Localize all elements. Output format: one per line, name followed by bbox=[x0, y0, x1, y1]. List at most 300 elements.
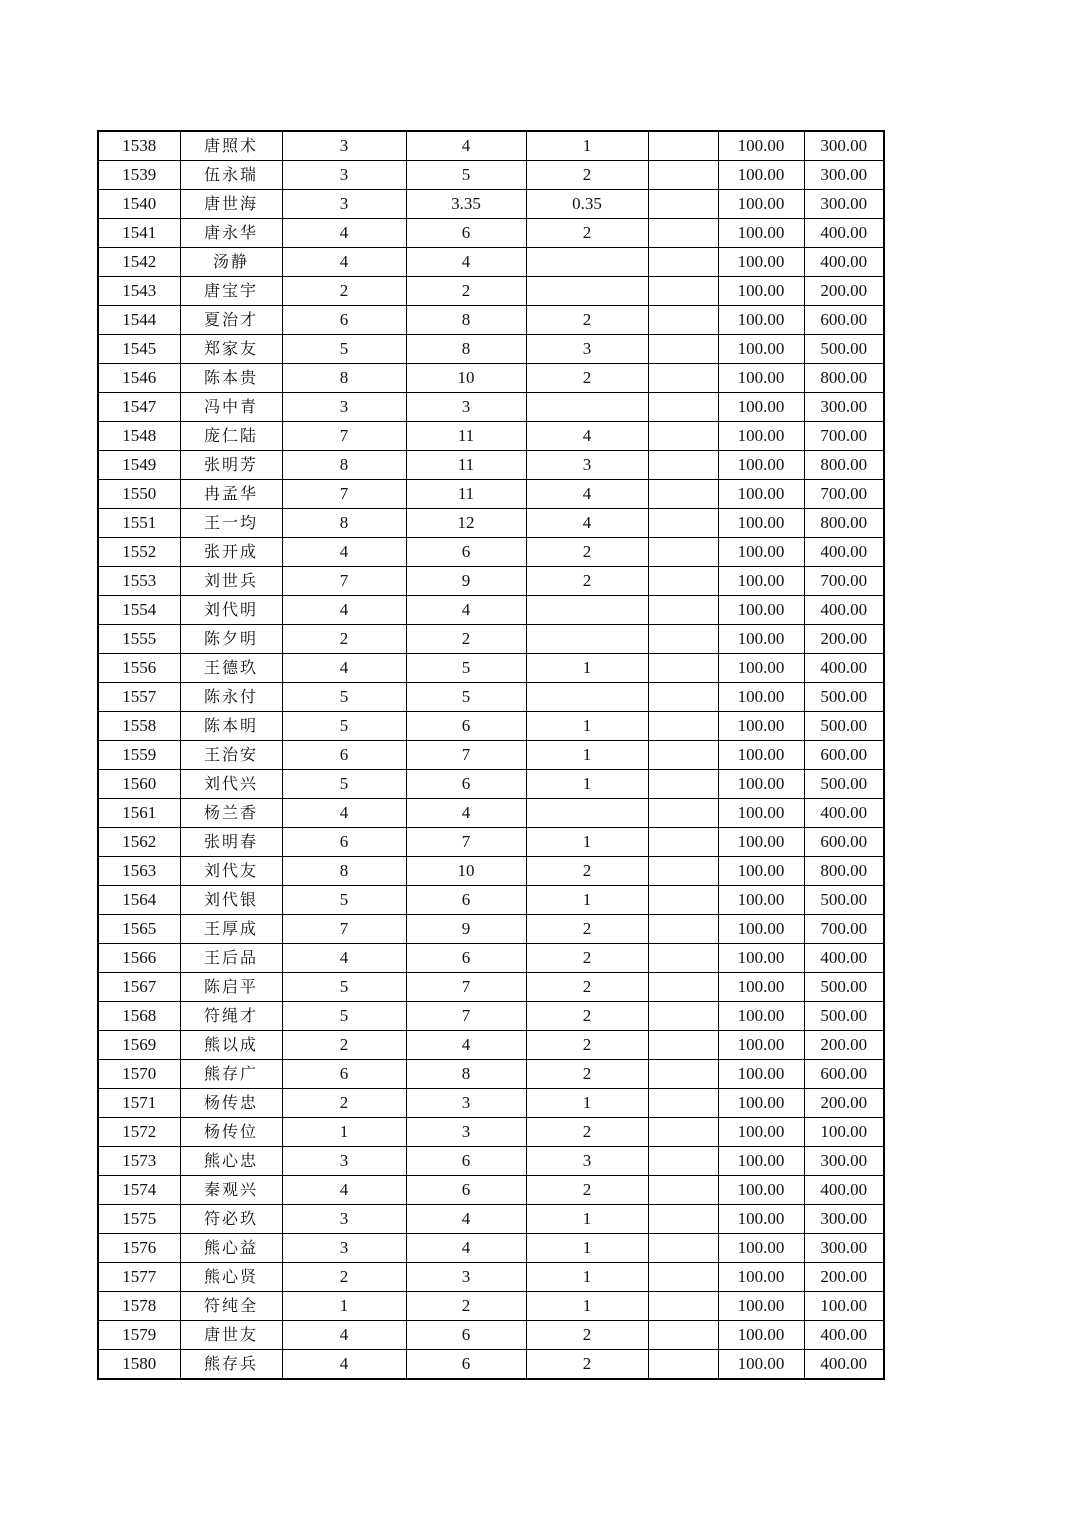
value-a-cell: 4 bbox=[282, 799, 406, 828]
amount-cell: 500.00 bbox=[804, 335, 884, 364]
value-a-cell: 6 bbox=[282, 306, 406, 335]
value-c-cell: 2 bbox=[526, 1031, 648, 1060]
row-number-cell: 1547 bbox=[98, 393, 180, 422]
unit-price-cell: 100.00 bbox=[718, 422, 804, 451]
row-number-cell: 1579 bbox=[98, 1321, 180, 1350]
value-b-cell: 9 bbox=[406, 567, 526, 596]
blank-cell bbox=[648, 683, 718, 712]
amount-cell: 700.00 bbox=[804, 422, 884, 451]
row-number-cell: 1543 bbox=[98, 277, 180, 306]
value-a-cell: 6 bbox=[282, 1060, 406, 1089]
value-a-cell: 5 bbox=[282, 770, 406, 799]
blank-cell bbox=[648, 1031, 718, 1060]
value-a-cell: 7 bbox=[282, 422, 406, 451]
unit-price-cell: 100.00 bbox=[718, 567, 804, 596]
table-row bbox=[98, 683, 884, 712]
unit-price-cell: 100.00 bbox=[718, 1002, 804, 1031]
amount-cell: 400.00 bbox=[804, 1321, 884, 1350]
amount-cell: 600.00 bbox=[804, 741, 884, 770]
name-cell: 王治安 bbox=[180, 741, 282, 770]
value-b-cell: 4 bbox=[406, 1234, 526, 1263]
name-cell: 陈本明 bbox=[180, 712, 282, 741]
table-row bbox=[98, 741, 884, 770]
unit-price-cell: 100.00 bbox=[718, 712, 804, 741]
name-cell: 熊心贤 bbox=[180, 1263, 282, 1292]
value-c-cell: 2 bbox=[526, 1176, 648, 1205]
table-row bbox=[98, 538, 884, 567]
amount-cell: 400.00 bbox=[804, 596, 884, 625]
value-b-cell: 9 bbox=[406, 915, 526, 944]
blank-cell bbox=[648, 886, 718, 915]
value-c-cell: 1 bbox=[526, 1263, 648, 1292]
amount-cell: 800.00 bbox=[804, 364, 884, 393]
amount-cell: 800.00 bbox=[804, 509, 884, 538]
value-c-cell: 3 bbox=[526, 1147, 648, 1176]
value-a-cell: 7 bbox=[282, 567, 406, 596]
blank-cell bbox=[648, 1321, 718, 1350]
value-b-cell: 4 bbox=[406, 131, 526, 161]
value-c-cell: 1 bbox=[526, 1234, 648, 1263]
row-number-cell: 1553 bbox=[98, 567, 180, 596]
row-number-cell: 1559 bbox=[98, 741, 180, 770]
value-a-cell: 1 bbox=[282, 1292, 406, 1321]
value-b-cell: 2 bbox=[406, 625, 526, 654]
row-number-cell: 1551 bbox=[98, 509, 180, 538]
value-a-cell: 6 bbox=[282, 828, 406, 857]
blank-cell bbox=[648, 828, 718, 857]
unit-price-cell: 100.00 bbox=[718, 683, 804, 712]
value-c-cell: 2 bbox=[526, 944, 648, 973]
table-row bbox=[98, 393, 884, 422]
name-cell: 庞仁陆 bbox=[180, 422, 282, 451]
value-a-cell: 4 bbox=[282, 219, 406, 248]
amount-cell: 300.00 bbox=[804, 1205, 884, 1234]
table-row bbox=[98, 886, 884, 915]
table-row bbox=[98, 1321, 884, 1350]
value-b-cell: 2 bbox=[406, 1292, 526, 1321]
table-row bbox=[98, 973, 884, 1002]
row-number-cell: 1578 bbox=[98, 1292, 180, 1321]
blank-cell bbox=[648, 306, 718, 335]
table-row bbox=[98, 480, 884, 509]
name-cell: 冯中青 bbox=[180, 393, 282, 422]
value-b-cell: 3 bbox=[406, 1263, 526, 1292]
amount-cell: 400.00 bbox=[804, 1176, 884, 1205]
unit-price-cell: 100.00 bbox=[718, 538, 804, 567]
unit-price-cell: 100.00 bbox=[718, 219, 804, 248]
value-a-cell: 3 bbox=[282, 190, 406, 219]
row-number-cell: 1556 bbox=[98, 654, 180, 683]
name-cell: 唐照术 bbox=[180, 131, 282, 161]
unit-price-cell: 100.00 bbox=[718, 1234, 804, 1263]
table-row bbox=[98, 1089, 884, 1118]
value-a-cell: 5 bbox=[282, 335, 406, 364]
unit-price-cell: 100.00 bbox=[718, 1350, 804, 1380]
blank-cell bbox=[648, 1176, 718, 1205]
value-b-cell: 3.35 bbox=[406, 190, 526, 219]
name-cell: 汤静 bbox=[180, 248, 282, 277]
table-row bbox=[98, 306, 884, 335]
blank-cell bbox=[648, 393, 718, 422]
name-cell: 唐世友 bbox=[180, 1321, 282, 1350]
value-b-cell: 8 bbox=[406, 306, 526, 335]
blank-cell bbox=[648, 277, 718, 306]
blank-cell bbox=[648, 219, 718, 248]
value-b-cell: 6 bbox=[406, 538, 526, 567]
value-c-cell: 2 bbox=[526, 1060, 648, 1089]
amount-cell: 800.00 bbox=[804, 451, 884, 480]
blank-cell bbox=[648, 538, 718, 567]
value-b-cell: 12 bbox=[406, 509, 526, 538]
value-a-cell: 8 bbox=[282, 364, 406, 393]
blank-cell bbox=[648, 480, 718, 509]
amount-cell: 500.00 bbox=[804, 683, 884, 712]
unit-price-cell: 100.00 bbox=[718, 654, 804, 683]
value-b-cell: 6 bbox=[406, 1321, 526, 1350]
blank-cell bbox=[648, 741, 718, 770]
table-row bbox=[98, 712, 884, 741]
unit-price-cell: 100.00 bbox=[718, 770, 804, 799]
name-cell: 秦观兴 bbox=[180, 1176, 282, 1205]
table-row bbox=[98, 1118, 884, 1147]
value-c-cell: 1 bbox=[526, 886, 648, 915]
name-cell: 唐宝宇 bbox=[180, 277, 282, 306]
blank-cell bbox=[648, 625, 718, 654]
amount-cell: 500.00 bbox=[804, 886, 884, 915]
value-a-cell: 2 bbox=[282, 1089, 406, 1118]
row-number-cell: 1541 bbox=[98, 219, 180, 248]
value-b-cell: 3 bbox=[406, 1118, 526, 1147]
table-row bbox=[98, 567, 884, 596]
value-c-cell: 2 bbox=[526, 1002, 648, 1031]
value-a-cell: 5 bbox=[282, 973, 406, 1002]
amount-cell: 200.00 bbox=[804, 277, 884, 306]
value-b-cell: 4 bbox=[406, 799, 526, 828]
value-c-cell: 1 bbox=[526, 712, 648, 741]
value-c-cell bbox=[526, 596, 648, 625]
row-number-cell: 1569 bbox=[98, 1031, 180, 1060]
table-row bbox=[98, 422, 884, 451]
row-number-cell: 1567 bbox=[98, 973, 180, 1002]
blank-cell bbox=[648, 567, 718, 596]
table-row bbox=[98, 828, 884, 857]
name-cell: 唐世海 bbox=[180, 190, 282, 219]
value-c-cell: 4 bbox=[526, 509, 648, 538]
row-number-cell: 1580 bbox=[98, 1350, 180, 1380]
blank-cell bbox=[648, 915, 718, 944]
amount-cell: 300.00 bbox=[804, 1234, 884, 1263]
unit-price-cell: 100.00 bbox=[718, 190, 804, 219]
row-number-cell: 1546 bbox=[98, 364, 180, 393]
unit-price-cell: 100.00 bbox=[718, 1176, 804, 1205]
amount-cell: 400.00 bbox=[804, 538, 884, 567]
name-cell: 张明芳 bbox=[180, 451, 282, 480]
unit-price-cell: 100.00 bbox=[718, 973, 804, 1002]
table-row bbox=[98, 335, 884, 364]
amount-cell: 400.00 bbox=[804, 248, 884, 277]
table-row bbox=[98, 596, 884, 625]
table-row bbox=[98, 277, 884, 306]
name-cell: 王后品 bbox=[180, 944, 282, 973]
table-row bbox=[98, 1002, 884, 1031]
value-c-cell bbox=[526, 625, 648, 654]
unit-price-cell: 100.00 bbox=[718, 277, 804, 306]
amount-cell: 400.00 bbox=[804, 944, 884, 973]
amount-cell: 300.00 bbox=[804, 190, 884, 219]
value-b-cell: 3 bbox=[406, 393, 526, 422]
name-cell: 陈本贵 bbox=[180, 364, 282, 393]
value-a-cell: 3 bbox=[282, 1147, 406, 1176]
value-b-cell: 3 bbox=[406, 1089, 526, 1118]
unit-price-cell: 100.00 bbox=[718, 1321, 804, 1350]
amount-cell: 700.00 bbox=[804, 480, 884, 509]
unit-price-cell: 100.00 bbox=[718, 248, 804, 277]
unit-price-cell: 100.00 bbox=[718, 335, 804, 364]
name-cell: 唐永华 bbox=[180, 219, 282, 248]
amount-cell: 400.00 bbox=[804, 654, 884, 683]
value-c-cell: 2 bbox=[526, 973, 648, 1002]
blank-cell bbox=[648, 799, 718, 828]
value-c-cell: 2 bbox=[526, 857, 648, 886]
amount-cell: 300.00 bbox=[804, 131, 884, 161]
blank-cell bbox=[648, 1234, 718, 1263]
value-c-cell bbox=[526, 799, 648, 828]
name-cell: 熊以成 bbox=[180, 1031, 282, 1060]
value-a-cell: 4 bbox=[282, 654, 406, 683]
row-number-cell: 1573 bbox=[98, 1147, 180, 1176]
amount-cell: 400.00 bbox=[804, 1350, 884, 1380]
value-a-cell: 4 bbox=[282, 944, 406, 973]
value-c-cell: 2 bbox=[526, 538, 648, 567]
name-cell: 王一均 bbox=[180, 509, 282, 538]
blank-cell bbox=[648, 1002, 718, 1031]
row-number-cell: 1539 bbox=[98, 161, 180, 190]
value-c-cell: 2 bbox=[526, 1350, 648, 1380]
unit-price-cell: 100.00 bbox=[718, 828, 804, 857]
unit-price-cell: 100.00 bbox=[718, 131, 804, 161]
name-cell: 伍永瑞 bbox=[180, 161, 282, 190]
unit-price-cell: 100.00 bbox=[718, 509, 804, 538]
unit-price-cell: 100.00 bbox=[718, 1118, 804, 1147]
table-row bbox=[98, 1234, 884, 1263]
value-b-cell: 6 bbox=[406, 944, 526, 973]
value-a-cell: 7 bbox=[282, 480, 406, 509]
value-c-cell: 1 bbox=[526, 654, 648, 683]
value-b-cell: 4 bbox=[406, 596, 526, 625]
unit-price-cell: 100.00 bbox=[718, 625, 804, 654]
row-number-cell: 1540 bbox=[98, 190, 180, 219]
table-row bbox=[98, 1292, 884, 1321]
value-a-cell: 3 bbox=[282, 1205, 406, 1234]
unit-price-cell: 100.00 bbox=[718, 886, 804, 915]
name-cell: 张明春 bbox=[180, 828, 282, 857]
value-a-cell: 3 bbox=[282, 161, 406, 190]
value-a-cell: 4 bbox=[282, 596, 406, 625]
blank-cell bbox=[648, 364, 718, 393]
unit-price-cell: 100.00 bbox=[718, 1147, 804, 1176]
value-b-cell: 10 bbox=[406, 857, 526, 886]
value-c-cell: 1 bbox=[526, 1205, 648, 1234]
table-row bbox=[98, 451, 884, 480]
unit-price-cell: 100.00 bbox=[718, 799, 804, 828]
value-c-cell bbox=[526, 248, 648, 277]
name-cell: 符纯全 bbox=[180, 1292, 282, 1321]
blank-cell bbox=[648, 509, 718, 538]
table-row bbox=[98, 625, 884, 654]
table-row bbox=[98, 509, 884, 538]
table-row bbox=[98, 248, 884, 277]
name-cell: 杨传位 bbox=[180, 1118, 282, 1147]
table-row bbox=[98, 1205, 884, 1234]
blank-cell bbox=[648, 335, 718, 364]
table-body bbox=[98, 131, 884, 1379]
name-cell: 夏治才 bbox=[180, 306, 282, 335]
table-row bbox=[98, 131, 884, 161]
table-row bbox=[98, 770, 884, 799]
amount-cell: 400.00 bbox=[804, 219, 884, 248]
unit-price-cell: 100.00 bbox=[718, 915, 804, 944]
value-c-cell: 1 bbox=[526, 1089, 648, 1118]
value-a-cell: 4 bbox=[282, 1321, 406, 1350]
unit-price-cell: 100.00 bbox=[718, 364, 804, 393]
row-number-cell: 1570 bbox=[98, 1060, 180, 1089]
unit-price-cell: 100.00 bbox=[718, 741, 804, 770]
amount-cell: 300.00 bbox=[804, 393, 884, 422]
table-row bbox=[98, 1060, 884, 1089]
value-b-cell: 4 bbox=[406, 1031, 526, 1060]
blank-cell bbox=[648, 1147, 718, 1176]
row-number-cell: 1561 bbox=[98, 799, 180, 828]
value-c-cell bbox=[526, 277, 648, 306]
name-cell: 刘世兵 bbox=[180, 567, 282, 596]
value-c-cell: 1 bbox=[526, 1292, 648, 1321]
value-a-cell: 2 bbox=[282, 1263, 406, 1292]
name-cell: 陈永付 bbox=[180, 683, 282, 712]
value-c-cell: 2 bbox=[526, 364, 648, 393]
amount-cell: 500.00 bbox=[804, 712, 884, 741]
value-c-cell: 4 bbox=[526, 480, 648, 509]
value-c-cell: 2 bbox=[526, 306, 648, 335]
amount-cell: 600.00 bbox=[804, 306, 884, 335]
name-cell: 熊心益 bbox=[180, 1234, 282, 1263]
value-c-cell bbox=[526, 393, 648, 422]
value-a-cell: 6 bbox=[282, 741, 406, 770]
name-cell: 王德玖 bbox=[180, 654, 282, 683]
name-cell: 符绳才 bbox=[180, 1002, 282, 1031]
row-number-cell: 1564 bbox=[98, 886, 180, 915]
unit-price-cell: 100.00 bbox=[718, 857, 804, 886]
row-number-cell: 1542 bbox=[98, 248, 180, 277]
row-number-cell: 1571 bbox=[98, 1089, 180, 1118]
value-a-cell: 8 bbox=[282, 509, 406, 538]
value-b-cell: 5 bbox=[406, 161, 526, 190]
value-b-cell: 7 bbox=[406, 828, 526, 857]
unit-price-cell: 100.00 bbox=[718, 161, 804, 190]
value-a-cell: 5 bbox=[282, 1002, 406, 1031]
row-number-cell: 1544 bbox=[98, 306, 180, 335]
value-b-cell: 6 bbox=[406, 886, 526, 915]
blank-cell bbox=[648, 944, 718, 973]
amount-cell: 200.00 bbox=[804, 1031, 884, 1060]
amount-cell: 200.00 bbox=[804, 625, 884, 654]
value-a-cell: 7 bbox=[282, 915, 406, 944]
amount-cell: 300.00 bbox=[804, 1147, 884, 1176]
amount-cell: 500.00 bbox=[804, 973, 884, 1002]
row-number-cell: 1548 bbox=[98, 422, 180, 451]
row-number-cell: 1554 bbox=[98, 596, 180, 625]
unit-price-cell: 100.00 bbox=[718, 1089, 804, 1118]
name-cell: 熊存广 bbox=[180, 1060, 282, 1089]
value-a-cell: 1 bbox=[282, 1118, 406, 1147]
value-a-cell: 5 bbox=[282, 712, 406, 741]
value-b-cell: 11 bbox=[406, 480, 526, 509]
blank-cell bbox=[648, 973, 718, 1002]
name-cell: 杨传忠 bbox=[180, 1089, 282, 1118]
value-b-cell: 2 bbox=[406, 277, 526, 306]
name-cell: 熊心忠 bbox=[180, 1147, 282, 1176]
blank-cell bbox=[648, 1205, 718, 1234]
value-b-cell: 8 bbox=[406, 1060, 526, 1089]
value-b-cell: 8 bbox=[406, 335, 526, 364]
table-row bbox=[98, 1350, 884, 1380]
name-cell: 陈夕明 bbox=[180, 625, 282, 654]
table-row bbox=[98, 944, 884, 973]
table-row bbox=[98, 1147, 884, 1176]
data-table bbox=[97, 130, 885, 1380]
unit-price-cell: 100.00 bbox=[718, 1060, 804, 1089]
row-number-cell: 1558 bbox=[98, 712, 180, 741]
amount-cell: 600.00 bbox=[804, 828, 884, 857]
table-row bbox=[98, 857, 884, 886]
value-b-cell: 11 bbox=[406, 451, 526, 480]
value-b-cell: 6 bbox=[406, 1147, 526, 1176]
amount-cell: 700.00 bbox=[804, 567, 884, 596]
unit-price-cell: 100.00 bbox=[718, 480, 804, 509]
row-number-cell: 1577 bbox=[98, 1263, 180, 1292]
value-c-cell: 1 bbox=[526, 770, 648, 799]
value-b-cell: 6 bbox=[406, 219, 526, 248]
value-c-cell bbox=[526, 683, 648, 712]
table-row bbox=[98, 1176, 884, 1205]
name-cell: 刘代友 bbox=[180, 857, 282, 886]
value-a-cell: 4 bbox=[282, 248, 406, 277]
value-b-cell: 5 bbox=[406, 683, 526, 712]
row-number-cell: 1555 bbox=[98, 625, 180, 654]
name-cell: 熊存兵 bbox=[180, 1350, 282, 1380]
value-b-cell: 6 bbox=[406, 770, 526, 799]
amount-cell: 200.00 bbox=[804, 1263, 884, 1292]
value-b-cell: 6 bbox=[406, 1176, 526, 1205]
name-cell: 刘代兴 bbox=[180, 770, 282, 799]
row-number-cell: 1549 bbox=[98, 451, 180, 480]
amount-cell: 400.00 bbox=[804, 799, 884, 828]
amount-cell: 800.00 bbox=[804, 857, 884, 886]
table-row bbox=[98, 190, 884, 219]
value-a-cell: 4 bbox=[282, 538, 406, 567]
name-cell: 刘代明 bbox=[180, 596, 282, 625]
value-c-cell: 1 bbox=[526, 741, 648, 770]
row-number-cell: 1538 bbox=[98, 131, 180, 161]
blank-cell bbox=[648, 190, 718, 219]
blank-cell bbox=[648, 451, 718, 480]
blank-cell bbox=[648, 596, 718, 625]
unit-price-cell: 100.00 bbox=[718, 1031, 804, 1060]
unit-price-cell: 100.00 bbox=[718, 944, 804, 973]
row-number-cell: 1557 bbox=[98, 683, 180, 712]
blank-cell bbox=[648, 1118, 718, 1147]
value-b-cell: 11 bbox=[406, 422, 526, 451]
table-row bbox=[98, 364, 884, 393]
